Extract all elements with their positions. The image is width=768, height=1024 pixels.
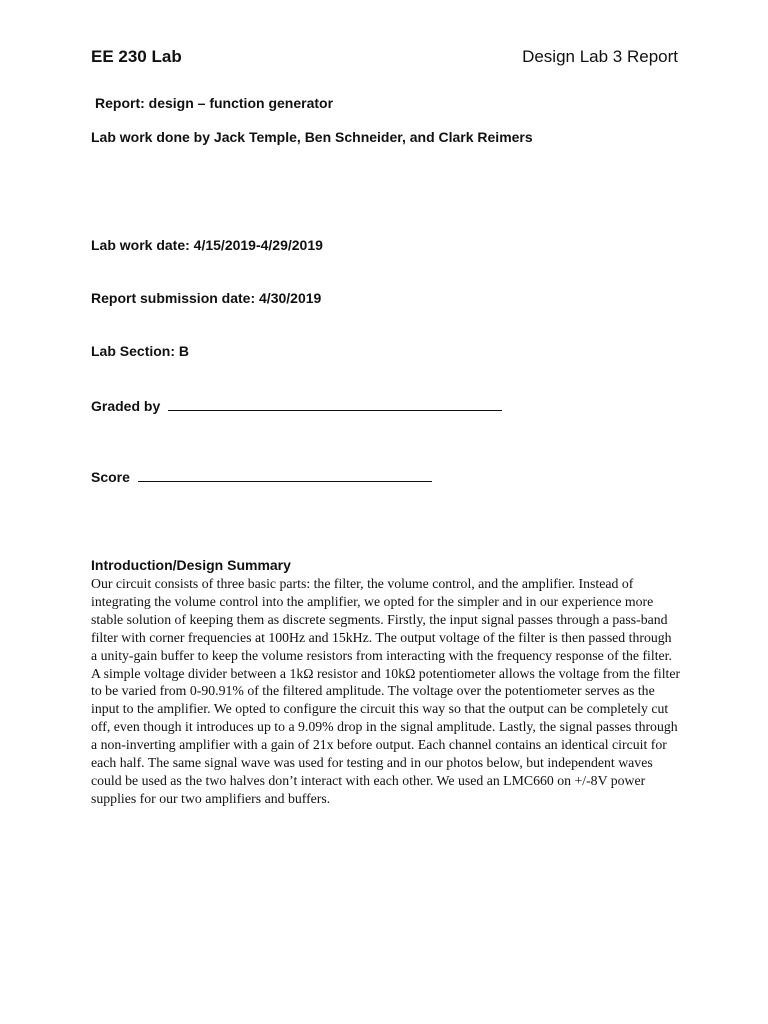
lab-section: Lab Section: B bbox=[91, 343, 190, 359]
lab-work-date: Lab work date: 4/15/2019-4/29/2019 bbox=[91, 237, 323, 253]
report-subject: Report: design – function generator bbox=[95, 95, 334, 111]
intro-paragraph: Our circuit consists of three basic parts: the filter, the volume control, and the amplifier. Instead of integrating the volume control into the amplifier, we opted for the simpler and in our experience more stable solution of keeping them as discrete segments. Firstly, the input signal passes through a pass-band filter with corner frequencies at 100Hz and 15kHz. The output voltage of the filter is then passed through a unity-gain buffer to keep the volume resistors from interacting with the frequency response of the filter. A simple voltage divider between a 1kΩ resistor and 10kΩ potentiometer allows the voltage from the filter to be varied from 0-90.91% of the filtered amplitude. The voltage over the potentiometer serves as the input to the amplifier. We opted to configure the circuit this way so that the output can be completely cut off, even though it introduces up to a 9.09% drop in the signal amplitude. Lastly, the signal passes through a non-inverting amplifier with a gain of 21x before output. Each channel contains an identical circuit for each half. The same signal wave was used for testing and in our photos below, but independent waves could be used as the two halves don’t interact with each other. We used an LMC660 on +/-8V power supplies for our two amplifiers and buffers. bbox=[91, 576, 681, 806]
report-title: Design Lab 3 Report bbox=[522, 47, 678, 66]
score-blank-line bbox=[138, 469, 432, 482]
report-submission-date: Report submission date: 4/30/2019 bbox=[91, 290, 322, 306]
intro-heading: Introduction/Design Summary bbox=[91, 557, 291, 573]
score-row bbox=[91, 469, 432, 485]
graded-by-row bbox=[91, 398, 502, 414]
course-title: EE 230 Lab bbox=[91, 47, 182, 66]
graded-by-label: Graded by bbox=[91, 398, 161, 414]
report-authors: Lab work done by Jack Temple, Ben Schneider, and Clark Reimers bbox=[91, 129, 533, 145]
graded-by-blank-line bbox=[168, 398, 502, 411]
score-label: Score bbox=[91, 469, 130, 485]
